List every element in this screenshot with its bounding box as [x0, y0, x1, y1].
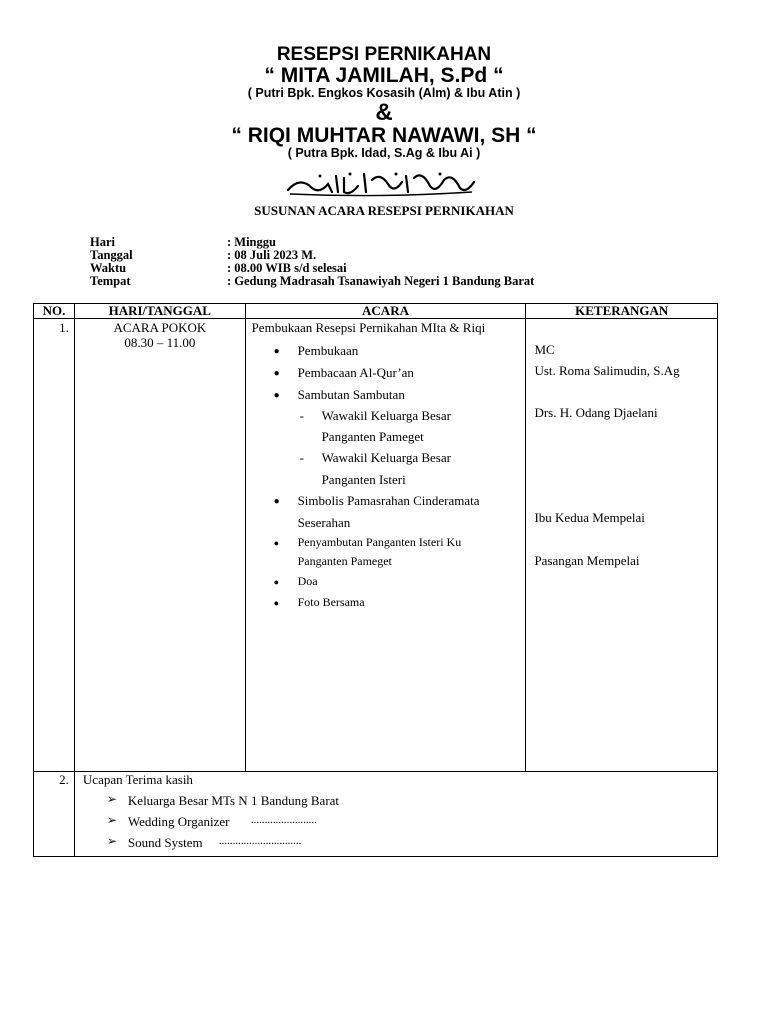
time-range: 08.30 – 11.00 — [124, 335, 196, 350]
row-number: 2. — [59, 772, 69, 787]
table-row — [34, 772, 718, 857]
info-label: Waktu — [90, 261, 127, 275]
info-value: : Minggu — [227, 235, 276, 249]
table-header-row — [34, 304, 718, 319]
list-item: Pembacaan Al-Qur’an — [297, 365, 414, 380]
bullet-icon: ● — [273, 346, 280, 357]
info-label: Hari — [90, 235, 115, 249]
info-value: : Gedung Madrasah Tsanawiyah Negeri 1 Bandung Barat — [227, 274, 535, 288]
thanks-item: Keluarga Besar MTs N 1 Bandung Barat — [127, 793, 340, 808]
dash-marker: - — [299, 408, 304, 423]
list-item: Simbolis Pamasrahan Cinderamata — [297, 493, 480, 508]
row-number: 1. — [59, 320, 69, 335]
row1-no-cell — [34, 319, 75, 772]
arrow-bullet-icon: ➢ — [106, 792, 117, 806]
dotted-leader: ........................ — [250, 814, 317, 826]
dash-marker: - — [299, 450, 304, 465]
thanks-item: Wedding Organizer — [127, 814, 230, 829]
list-item: Panganten Pameget — [297, 554, 392, 568]
bullet-icon: ● — [273, 390, 280, 401]
groom-name: “ RIQI MUHTAR NAWAWI, SH “ — [231, 124, 537, 147]
bride-parents: ( Putri Bpk. Engkos Kosasih (Alm) & Ibu Atin ) — [247, 86, 521, 100]
document-title: RESEPSI PERNIKAHAN — [276, 44, 492, 65]
list-item: Foto Bersama — [297, 595, 365, 609]
bride-name: “ MITA JAMILAH, S.Pd “ — [264, 64, 504, 87]
ampersand: & — [375, 99, 393, 126]
info-value: : 08 Juli 2023 M. — [227, 248, 317, 262]
row1-acara-cell — [245, 319, 526, 772]
header-no: NO. — [34, 304, 75, 319]
info-label: Tanggal — [90, 248, 133, 262]
basmalah-calligraphy — [280, 168, 480, 198]
row2-content-cell — [74, 772, 717, 857]
info-value: : 08.00 WIB s/d selesai — [227, 261, 347, 275]
keterangan-item: MC — [534, 342, 555, 357]
groom-parents: ( Putra Bpk. Idad, S.Ag & Ibu Ai ) — [287, 146, 481, 160]
acara-pokok-label: ACARA POKOK — [113, 320, 207, 335]
list-item: Penyambutan Panganten Isteri Ku — [297, 535, 462, 549]
row2-no-cell — [34, 772, 75, 857]
list-item: Doa — [297, 574, 318, 588]
info-row-tempat — [90, 274, 534, 289]
schedule-table — [33, 303, 718, 857]
thanks-item: Sound System — [127, 835, 203, 850]
sub-item: Panganten Isteri — [321, 472, 406, 487]
bullet-icon: ● — [273, 538, 280, 548]
row1-keterangan-cell — [526, 319, 718, 772]
arrow-bullet-icon: ➢ — [106, 834, 117, 848]
header-acara: ACARA — [245, 304, 526, 319]
sub-item: Panganten Pameget — [321, 429, 424, 444]
row1-hari-cell — [74, 319, 245, 772]
keterangan-item: Ibu Kedua Mempelai — [534, 510, 645, 525]
bullet-icon: ● — [273, 598, 280, 608]
header-keterangan: KETERANGAN — [526, 304, 718, 319]
keterangan-item: Pasangan Mempelai — [534, 553, 640, 568]
arrow-bullet-icon: ➢ — [106, 813, 117, 827]
bullet-icon: ● — [273, 577, 280, 587]
acara-title: Pembukaan Resepsi Pernikahan MIta & Riqi — [251, 320, 486, 335]
keterangan-item: Drs. H. Odang Djaelani — [534, 405, 658, 420]
header-hari-tanggal: HARI/TANGGAL — [74, 304, 245, 319]
section-subtitle: SUSUNAN ACARA RESEPSI PERNIKAHAN — [254, 203, 514, 218]
info-label: Tempat — [90, 274, 131, 288]
list-item: Pembukaan — [297, 343, 359, 358]
bullet-icon: ● — [273, 496, 280, 507]
dotted-leader: .............................. — [218, 835, 302, 847]
bullet-icon: ● — [273, 368, 280, 379]
sub-item: Wawakil Keluarga Besar — [321, 408, 451, 423]
table-row — [34, 319, 718, 772]
keterangan-item: Ust. Roma Salimudin, S.Ag — [534, 363, 680, 378]
list-item: Sambutan Sambutan — [297, 387, 405, 402]
sub-item: Wawakil Keluarga Besar — [321, 450, 451, 465]
list-item: Seserahan — [297, 515, 351, 530]
thanks-title: Ucapan Terima kasih — [82, 772, 193, 787]
